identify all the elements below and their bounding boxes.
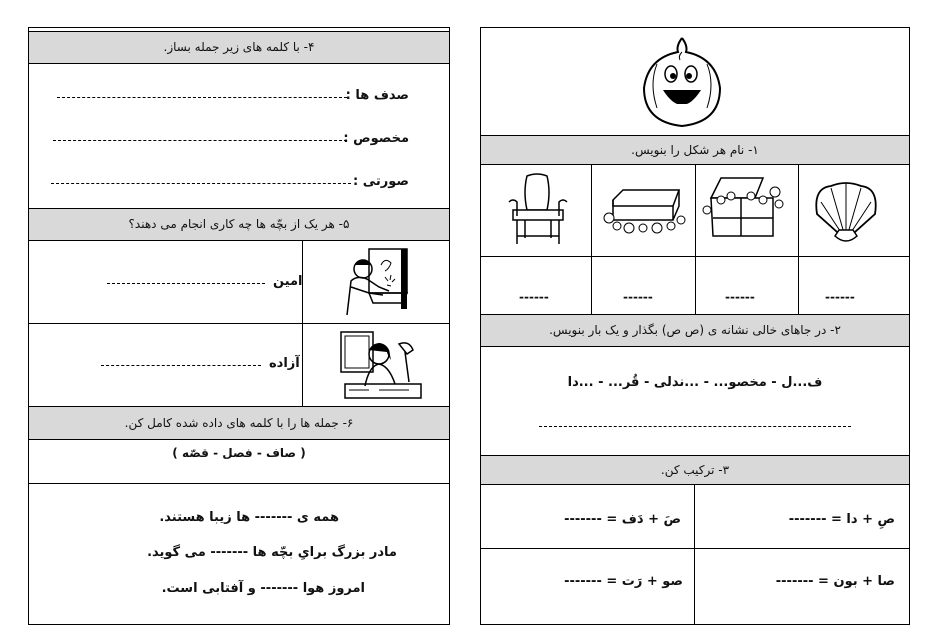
q6-sentence-3[interactable]: امروز هوا ------- و آفتابی است. [161,581,365,596]
q3-combine-4[interactable]: صو + رَت = ------- [564,574,683,589]
q3-header [481,455,909,485]
q6-divider [29,483,449,484]
q6-title: ۶- جمله ها را با کلمه های داده شده کامل کن. [124,416,354,430]
q6-sentence-2[interactable]: مادر بزرگ برایِ بچّه ها ------- می گوید. [147,545,397,560]
q2-answer-line[interactable] [539,426,851,427]
q3-row-divider [481,548,909,549]
boy-washing-hands-illustration [329,247,421,317]
q1-blank-shell[interactable]: ------ [825,290,855,304]
q1-blank-soap[interactable]: ------ [623,290,653,304]
q3-col-divider [694,485,695,625]
seashell-picture [811,180,881,246]
q3-combine-3[interactable]: صا + بون = ------- [775,574,895,589]
q5-header [29,208,449,241]
q2-header [481,314,909,347]
left-worksheet-page [28,27,450,625]
onion-mascot-icon [637,34,727,130]
q1-col-divider-1 [591,165,592,314]
chair-picture [505,172,571,248]
q6-header [29,406,449,440]
q2-words[interactable]: ف...ل - مخصو... - ...ندلی - قُر... - ...دا [567,375,823,390]
q1-title: ۱- نام هر شکل را بنویس. [631,143,759,157]
q1-header [481,135,909,165]
q5-answer-line-1[interactable] [107,283,265,284]
q5-name-amin: امین [273,274,303,289]
q4-word-2: مخصوص : [343,131,409,146]
q3-combine-1[interactable]: صِ + دا = ------- [788,512,895,527]
soap-picture [599,186,689,236]
q5-answer-line-2[interactable] [101,365,261,366]
q1-blank-chest[interactable]: ------ [725,290,755,304]
q4-header [29,31,449,64]
q4-title: ۴- با کلمه های زیر جمله بساز. [163,40,315,54]
q5-name-azadeh: آزاده [269,356,300,371]
girl-at-desk-illustration [339,330,425,402]
q4-answer-line-1[interactable] [57,97,347,98]
q6-sentence-1[interactable]: همه ی ------- ها زیبا هستند. [159,510,339,525]
q4-word-1: صدف ها : [345,88,409,103]
q3-combine-2[interactable]: صَ + دَف = ------- [564,512,681,527]
q1-col-divider-2 [695,165,696,314]
q5-title: ۵- هر یک از بچّه ها چه کاری انجام می دهند؟ [128,217,350,231]
q6-word-bank: ( صاف - فصل - قصّه ) [172,446,306,460]
q2-title: ۲- در جاهای خالی نشانه ی (ص ص) بگذار و یک بار بنویس. [549,323,841,337]
q1-col-divider-3 [798,165,799,314]
q4-answer-line-2[interactable] [53,140,347,141]
q1-row-divider [481,256,909,257]
q4-word-3: صورتی : [353,174,409,189]
q5-row-divider [29,323,449,324]
q3-title: ۳- ترکیب کن. [660,463,730,477]
q4-answer-line-3[interactable] [51,183,351,184]
treasure-chest-picture [701,174,787,240]
q1-blank-chair[interactable]: ------ [519,290,549,304]
right-worksheet-page [480,27,910,625]
